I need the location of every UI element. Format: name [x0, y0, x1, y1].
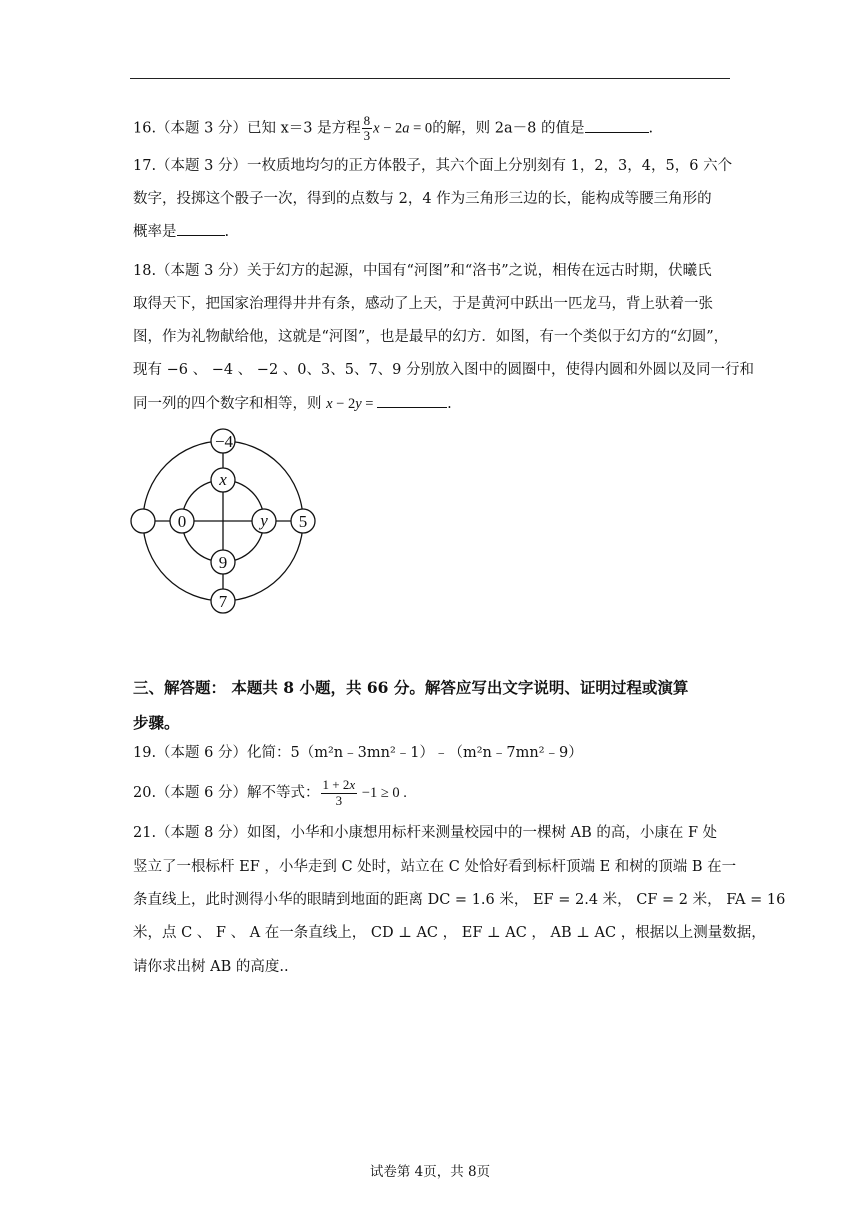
question-18-line-3: 图，作为礼物献给他，这就是“河图”，也是最早的幻方．如图，有一个类似于幻方的“幻圆”， [133, 329, 729, 345]
question-17-line-1: 17.（本题 3 分）一枚质地均匀的正方体骰子，其六个面上分别刻有 1，2，3，4，5，6 六个 [133, 158, 733, 174]
section-3-heading-line-1: 三、解答题： 本题共 8 小题，共 66 分。解答应写出文字说明、证明过程或演算 [133, 678, 689, 697]
question-16: 16.（本题 3 分）已知 x＝3 是方程 $\frac{8}{3}$ x − 2a = 0的解，则 2a－8 的值是 . [133, 113, 654, 143]
question-17-line-2: 数字，投掷这个骰子一次，得到的点数与 2，4 作为三角形三边的长，能构成等腰三角形的 [133, 191, 712, 207]
answer-blank-18 [377, 393, 447, 408]
section-3-heading-line-2: 步骤。 [133, 713, 180, 732]
cell-inner-right-value: y [260, 511, 268, 530]
question-18-line-1: 18.（本题 3 分）关于幻方的起源，中国有“河图”和“洛书”之说，相传在远古时期，伏曦氏 [133, 263, 712, 279]
question-21-line-1: 21.（本题 8 分）如图，小华和小康想用标杆来测量校园中的一棵树 AB 的高，小康在 F 处 [133, 825, 718, 841]
answer-blank-17 [177, 221, 225, 236]
cell-left [131, 509, 155, 533]
page-footer: 试卷第 4页，共 8页 [369, 1164, 491, 1180]
question-21-line-4: 米，点 C 、 F 、 A 在一条直线上， CD ⊥ AC ， EF ⊥ AC ， AB ⊥ AC ，根据以上测量数据， [133, 925, 766, 941]
cell-inner-top-value: x [219, 470, 227, 489]
magic-circle-figure [128, 428, 328, 614]
question-20: 20.（本题 6 分）解不等式： $\frac{1 + 2x}{3}$ −1 ≥ 0 . [133, 777, 407, 808]
question-21-line-2: 竖立了一根标杆 EF ，小华走到 C 处时，站立在 C 处恰好看到标杆顶端 E 和树的顶端 B 在一 [133, 859, 737, 875]
question-21-line-3: 条直线上，此时测得小华的眼睛到地面的距离 DC = 1.6 米， EF = 2.4 米， CF = 2 米， FA = 16 [133, 892, 786, 908]
question-17-line-3: 概率是 . [133, 221, 733, 243]
question-19: 19.（本题 6 分）化简：5（m²n﹣3mn²﹣1）﹣（m²n﹣7mn²﹣9） [133, 745, 583, 761]
fraction-1-plus-2x-over-3: $\frac{1 + 2x}{3}$ [322, 777, 356, 808]
question-21-line-5: 请你求出树 AB 的高度.. [133, 959, 289, 975]
cell-right-value: 5 [298, 512, 308, 531]
question-18-line-5: 同一列的四个数字和相等，则 x − 2y = . [133, 393, 733, 415]
cell-inner-bottom-value: 9 [218, 553, 228, 572]
fraction-8-3: $\frac{8}{3}$ [363, 113, 371, 143]
question-18-line-2: 取得天下，把国家治理得井井有条，感动了上天，于是黄河中跃出一匹龙马，背上驮着一张 [133, 296, 713, 312]
cell-inner-left-value: 0 [177, 512, 187, 531]
header-rule [130, 78, 730, 79]
cell-top-value: −4 [214, 432, 234, 451]
answer-blank-16 [585, 118, 649, 133]
cell-bottom-value: 7 [218, 592, 228, 611]
question-18-line-4: 现有 −6 、 −4 、 −2 、0、3、5、7、9 分别放入图中的圆圈中，使得内圆和外圆以及同一行和 [133, 362, 755, 378]
